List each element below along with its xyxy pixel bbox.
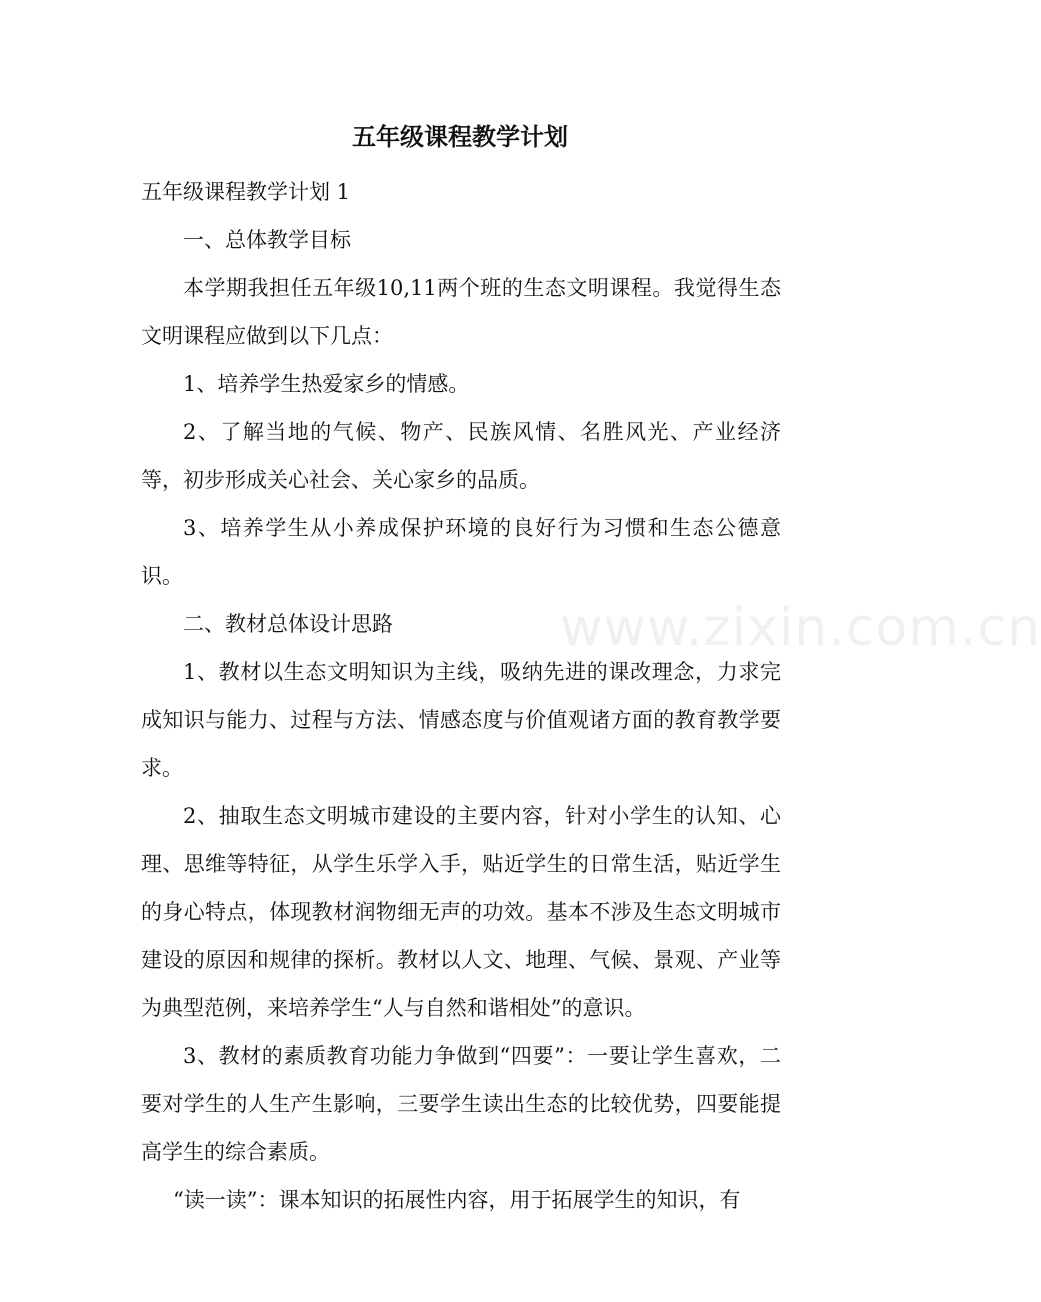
document-title: 五年级课程教学计划 (352, 122, 568, 151)
document-body (141, 168, 781, 1224)
section-heading: 五年级课程教学计划 1 (141, 180, 351, 204)
paragraph: 本学期我担任五年级10,11两个班的生态文明课程。我觉得生态文明课程应做到以下几点： (141, 276, 781, 348)
subheading: 二、教材总体设计思路 (183, 612, 393, 636)
list-item: 3、培养学生从小养成保护环境的良好行为习惯和生态公德意识。 (141, 516, 781, 588)
list-item: 3、教材的素质教育功能力争做到“四要”：一要让学生喜欢，二要对学生的人生产生影响，三要学生读出生态的比较优势，四要能提高学生的综合素质。 (141, 1044, 781, 1164)
list-item: 2、了解当地的气候、物产、民族风情、名胜风光、产业经济等，初步形成关心社会、关心家乡的品质。 (141, 420, 781, 492)
list-item: 1、教材以生态文明知识为主线，吸纳先进的课改理念，力求完成知识与能力、过程与方法、情感态度与价值观诸方面的教育教学要求。 (141, 660, 781, 780)
paragraph: “读一读”：课本知识的拓展性内容，用于拓展学生的知识，有 (173, 1188, 741, 1212)
watermark: www.zixin.com.cn (560, 598, 1041, 658)
subheading: 一、总体教学目标 (183, 228, 351, 252)
list-item: 1、培养学生热爱家乡的情感。 (183, 372, 470, 396)
list-item: 2、抽取生态文明城市建设的主要内容，针对小学生的认知、心理、思维等特征，从学生乐学入手，贴近学生的日常生活，贴近学生的身心特点，体现教材润物细无声的功效。基本不涉及生态文明城市建设的原因和规律的探析。教材以人文、地理、气候、景观、产业等为典型范例，来培养学生“人与自然和谐相处”的意识。 (141, 804, 781, 1020)
